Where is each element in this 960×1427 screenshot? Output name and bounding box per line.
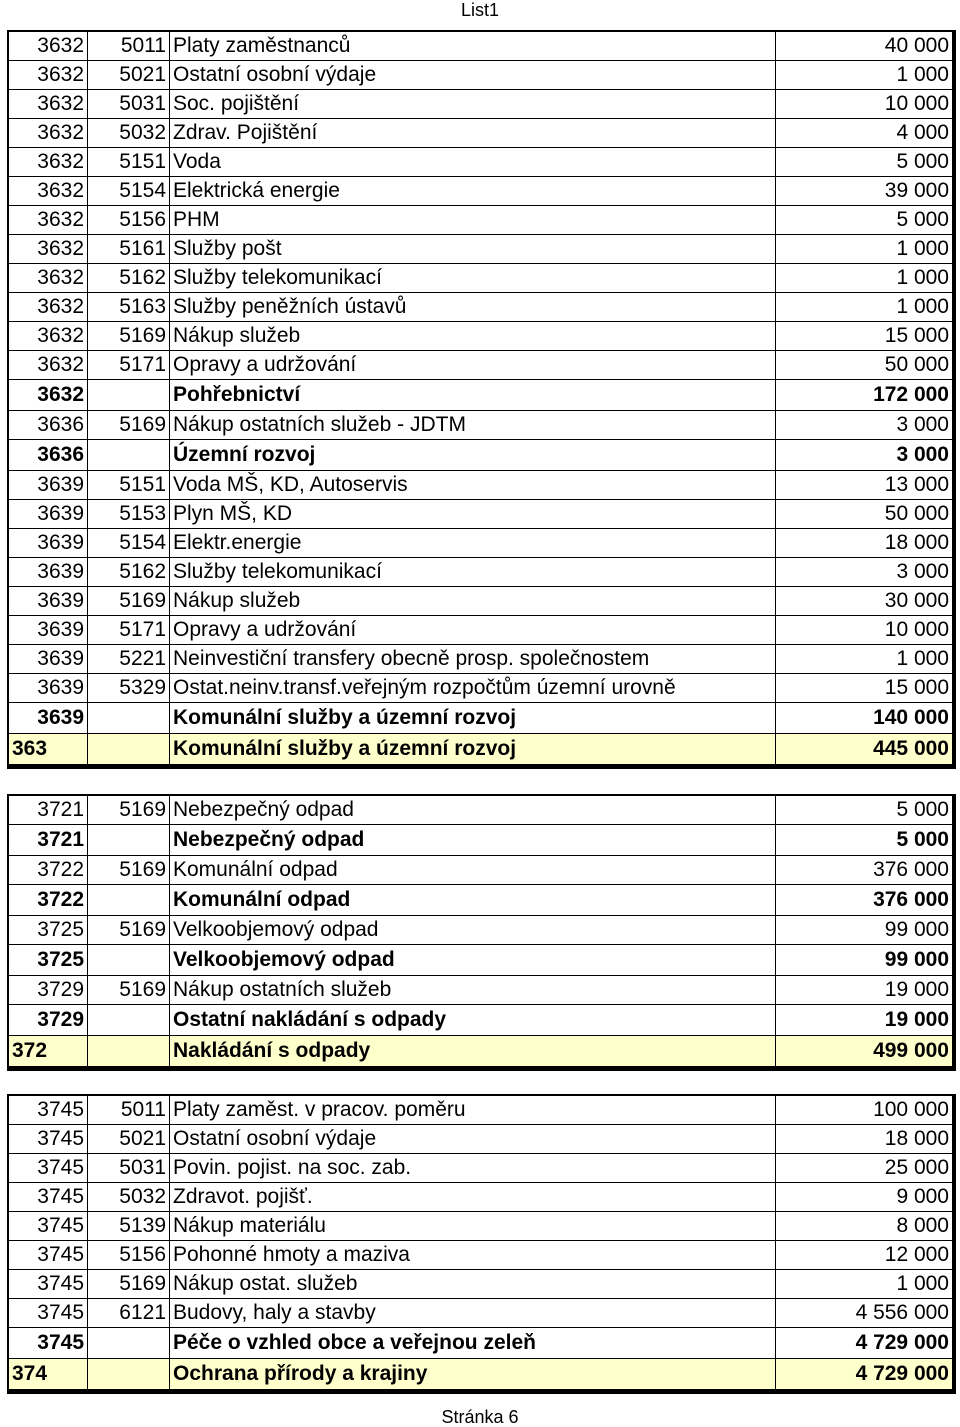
table-row <box>9 796 953 825</box>
amount-cell: 1 000 <box>776 1270 953 1299</box>
item-code-cell: 5171 <box>88 351 170 380</box>
description-cell: Nákup služeb <box>170 322 776 351</box>
table-row <box>9 916 953 945</box>
paragraph-cell: 3632 <box>9 322 88 351</box>
amount-cell: 39 000 <box>776 177 953 206</box>
amount-cell: 5 000 <box>776 206 953 235</box>
paragraph-cell: 3632 <box>9 380 88 411</box>
item-code-cell <box>88 440 170 471</box>
description-cell: Nákup ostat. služeb <box>170 1270 776 1299</box>
budget-table <box>9 796 953 1067</box>
paragraph-cell: 3722 <box>9 885 88 916</box>
paragraph-cell: 3745 <box>9 1154 88 1183</box>
paragraph-cell: 3632 <box>9 351 88 380</box>
amount-cell: 3 000 <box>776 440 953 471</box>
item-code-cell <box>88 734 170 765</box>
group-total-row <box>9 734 953 765</box>
group-total-row <box>9 1036 953 1067</box>
description-cell: Nákup materiálu <box>170 1212 776 1241</box>
amount-cell: 13 000 <box>776 471 953 500</box>
amount-cell: 50 000 <box>776 500 953 529</box>
description-cell: Opravy a udržování <box>170 351 776 380</box>
item-code-cell <box>88 945 170 976</box>
item-code-cell: 5021 <box>88 61 170 90</box>
subtotal-row <box>9 380 953 411</box>
item-code-cell: 5032 <box>88 119 170 148</box>
amount-cell: 18 000 <box>776 529 953 558</box>
paragraph-cell: 374 <box>9 1359 88 1390</box>
amount-cell: 99 000 <box>776 916 953 945</box>
table-row <box>9 587 953 616</box>
amount-cell: 19 000 <box>776 976 953 1005</box>
paragraph-cell: 3745 <box>9 1241 88 1270</box>
table-row <box>9 264 953 293</box>
item-code-cell: 5162 <box>88 264 170 293</box>
table-row <box>9 1154 953 1183</box>
item-code-cell: 5031 <box>88 90 170 119</box>
description-cell: Soc. pojištění <box>170 90 776 119</box>
table-row <box>9 235 953 264</box>
item-code-cell: 5329 <box>88 674 170 703</box>
amount-cell: 30 000 <box>776 587 953 616</box>
description-cell: Služby telekomunikací <box>170 558 776 587</box>
amount-cell: 3 000 <box>776 411 953 440</box>
amount-cell: 8 000 <box>776 1212 953 1241</box>
table-row <box>9 411 953 440</box>
table-row <box>9 616 953 645</box>
paragraph-cell: 3729 <box>9 976 88 1005</box>
subtotal-row <box>9 1328 953 1359</box>
item-code-cell <box>88 1005 170 1036</box>
description-cell: Komunální služby a územní rozvoj <box>170 703 776 734</box>
item-code-cell: 5156 <box>88 1241 170 1270</box>
paragraph-cell: 3639 <box>9 471 88 500</box>
paragraph-cell: 3639 <box>9 558 88 587</box>
description-cell: Zdrav. Pojištění <box>170 119 776 148</box>
paragraph-cell: 3745 <box>9 1299 88 1328</box>
budget-block-363 <box>7 30 956 769</box>
item-code-cell: 5163 <box>88 293 170 322</box>
amount-cell: 1 000 <box>776 645 953 674</box>
amount-cell: 172 000 <box>776 380 953 411</box>
paragraph-cell: 3745 <box>9 1328 88 1359</box>
description-cell: Plyn MŠ, KD <box>170 500 776 529</box>
description-cell: Služby peněžních ústavů <box>170 293 776 322</box>
description-cell: Nakládání s odpady <box>170 1036 776 1067</box>
item-code-cell: 5153 <box>88 500 170 529</box>
description-cell: Povin. pojist. na soc. zab. <box>170 1154 776 1183</box>
item-code-cell: 5151 <box>88 148 170 177</box>
amount-cell: 5 000 <box>776 825 953 856</box>
item-code-cell <box>88 1359 170 1390</box>
item-code-cell: 5154 <box>88 177 170 206</box>
paragraph-cell: 3632 <box>9 235 88 264</box>
description-cell: Elektrická energie <box>170 177 776 206</box>
paragraph-cell: 3632 <box>9 293 88 322</box>
paragraph-cell: 363 <box>9 734 88 765</box>
description-cell: Zdravot. pojišť. <box>170 1183 776 1212</box>
description-cell: Voda <box>170 148 776 177</box>
table-row <box>9 674 953 703</box>
item-code-cell: 5031 <box>88 1154 170 1183</box>
item-code-cell: 5169 <box>88 322 170 351</box>
table-row <box>9 206 953 235</box>
table-row <box>9 1241 953 1270</box>
table-row <box>9 1270 953 1299</box>
table-row <box>9 471 953 500</box>
paragraph-cell: 3632 <box>9 206 88 235</box>
item-code-cell: 5011 <box>88 32 170 61</box>
item-code-cell: 5154 <box>88 529 170 558</box>
description-cell: Komunální služby a územní rozvoj <box>170 734 776 765</box>
table-row <box>9 1212 953 1241</box>
paragraph-cell: 3639 <box>9 616 88 645</box>
amount-cell: 376 000 <box>776 856 953 885</box>
item-code-cell: 5169 <box>88 916 170 945</box>
item-code-cell: 5156 <box>88 206 170 235</box>
description-cell: Ostatní nakládání s odpady <box>170 1005 776 1036</box>
description-cell: Nákup služeb <box>170 587 776 616</box>
paragraph-cell: 3745 <box>9 1096 88 1125</box>
table-row <box>9 1299 953 1328</box>
paragraph-cell: 3721 <box>9 796 88 825</box>
budget-block-374 <box>7 1094 956 1394</box>
amount-cell: 5 000 <box>776 796 953 825</box>
item-code-cell: 5139 <box>88 1212 170 1241</box>
amount-cell: 15 000 <box>776 322 953 351</box>
amount-cell: 499 000 <box>776 1036 953 1067</box>
item-code-cell <box>88 703 170 734</box>
amount-cell: 19 000 <box>776 1005 953 1036</box>
description-cell: Velkoobjemový odpad <box>170 916 776 945</box>
subtotal-row <box>9 440 953 471</box>
table-row <box>9 645 953 674</box>
amount-cell: 1 000 <box>776 235 953 264</box>
table-row <box>9 61 953 90</box>
item-code-cell: 5011 <box>88 1096 170 1125</box>
item-code-cell: 5169 <box>88 976 170 1005</box>
table-row <box>9 148 953 177</box>
item-code-cell: 6121 <box>88 1299 170 1328</box>
paragraph-cell: 3721 <box>9 825 88 856</box>
item-code-cell: 5169 <box>88 411 170 440</box>
paragraph-cell: 3632 <box>9 177 88 206</box>
table-row <box>9 1096 953 1125</box>
amount-cell: 1 000 <box>776 61 953 90</box>
paragraph-cell: 3632 <box>9 32 88 61</box>
amount-cell: 376 000 <box>776 885 953 916</box>
table-row <box>9 1125 953 1154</box>
item-code-cell: 5169 <box>88 1270 170 1299</box>
budget-table <box>9 1096 953 1390</box>
paragraph-cell: 3639 <box>9 500 88 529</box>
paragraph-cell: 3725 <box>9 916 88 945</box>
budget-block-372 <box>7 794 956 1071</box>
description-cell: PHM <box>170 206 776 235</box>
table-row <box>9 32 953 61</box>
item-code-cell: 5162 <box>88 558 170 587</box>
description-cell: Služby pošt <box>170 235 776 264</box>
paragraph-cell: 3639 <box>9 587 88 616</box>
table-row <box>9 351 953 380</box>
amount-cell: 140 000 <box>776 703 953 734</box>
item-code-cell: 5169 <box>88 856 170 885</box>
description-cell: Komunální odpad <box>170 885 776 916</box>
description-cell: Nákup ostatních služeb - JDTM <box>170 411 776 440</box>
item-code-cell: 5169 <box>88 587 170 616</box>
paragraph-cell: 372 <box>9 1036 88 1067</box>
amount-cell: 99 000 <box>776 945 953 976</box>
subtotal-row <box>9 1005 953 1036</box>
table-row <box>9 558 953 587</box>
amount-cell: 40 000 <box>776 32 953 61</box>
amount-cell: 50 000 <box>776 351 953 380</box>
description-cell: Budovy, haly a stavby <box>170 1299 776 1328</box>
amount-cell: 5 000 <box>776 148 953 177</box>
amount-cell: 12 000 <box>776 1241 953 1270</box>
item-code-cell <box>88 380 170 411</box>
item-code-cell <box>88 825 170 856</box>
table-row <box>9 322 953 351</box>
description-cell: Elektr.energie <box>170 529 776 558</box>
description-cell: Komunální odpad <box>170 856 776 885</box>
description-cell: Platy zaměst. v pracov. poměru <box>170 1096 776 1125</box>
subtotal-row <box>9 703 953 734</box>
item-code-cell: 5221 <box>88 645 170 674</box>
amount-cell: 3 000 <box>776 558 953 587</box>
description-cell: Ostatní osobní výdaje <box>170 1125 776 1154</box>
table-row <box>9 976 953 1005</box>
paragraph-cell: 3632 <box>9 61 88 90</box>
description-cell: Voda MŠ, KD, Autoservis <box>170 471 776 500</box>
amount-cell: 4 729 000 <box>776 1328 953 1359</box>
description-cell: Územní rozvoj <box>170 440 776 471</box>
description-cell: Ochrana přírody a krajiny <box>170 1359 776 1390</box>
description-cell: Nebezpečný odpad <box>170 825 776 856</box>
item-code-cell <box>88 1328 170 1359</box>
item-code-cell: 5171 <box>88 616 170 645</box>
item-code-cell: 5161 <box>88 235 170 264</box>
item-code-cell: 5032 <box>88 1183 170 1212</box>
paragraph-cell: 3725 <box>9 945 88 976</box>
paragraph-cell: 3632 <box>9 90 88 119</box>
paragraph-cell: 3745 <box>9 1183 88 1212</box>
item-code-cell <box>88 885 170 916</box>
subtotal-row <box>9 825 953 856</box>
description-cell: Ostat.neinv.transf.veřejným rozpočtům územní urovně <box>170 674 776 703</box>
description-cell: Opravy a udržování <box>170 616 776 645</box>
amount-cell: 1 000 <box>776 293 953 322</box>
table-row <box>9 90 953 119</box>
description-cell: Pohonné hmoty a maziva <box>170 1241 776 1270</box>
amount-cell: 1 000 <box>776 264 953 293</box>
description-cell: Ostatní osobní výdaje <box>170 61 776 90</box>
table-row <box>9 293 953 322</box>
paragraph-cell: 3639 <box>9 529 88 558</box>
table-row <box>9 177 953 206</box>
paragraph-cell: 3745 <box>9 1125 88 1154</box>
amount-cell: 9 000 <box>776 1183 953 1212</box>
item-code-cell: 5169 <box>88 796 170 825</box>
amount-cell: 445 000 <box>776 734 953 765</box>
description-cell: Péče o vzhled obce a veřejnou zeleň <box>170 1328 776 1359</box>
paragraph-cell: 3722 <box>9 856 88 885</box>
table-row <box>9 119 953 148</box>
paragraph-cell: 3745 <box>9 1212 88 1241</box>
amount-cell: 4 729 000 <box>776 1359 953 1390</box>
amount-cell: 4 556 000 <box>776 1299 953 1328</box>
description-cell: Pohřebnictví <box>170 380 776 411</box>
description-cell: Nákup ostatních služeb <box>170 976 776 1005</box>
paragraph-cell: 3636 <box>9 411 88 440</box>
amount-cell: 10 000 <box>776 90 953 119</box>
table-row <box>9 856 953 885</box>
table-row <box>9 1183 953 1212</box>
table-row <box>9 500 953 529</box>
paragraph-cell: 3639 <box>9 645 88 674</box>
item-code-cell: 5021 <box>88 1125 170 1154</box>
sheet-title: List1 <box>460 0 500 20</box>
description-cell: Neinvestiční transfery obecně prosp. společnostem <box>170 645 776 674</box>
budget-table <box>9 32 953 765</box>
paragraph-cell: 3639 <box>9 703 88 734</box>
amount-cell: 100 000 <box>776 1096 953 1125</box>
paragraph-cell: 3632 <box>9 119 88 148</box>
paragraph-cell: 3632 <box>9 264 88 293</box>
page-footer: Stránka 6 <box>441 1407 519 1427</box>
amount-cell: 10 000 <box>776 616 953 645</box>
amount-cell: 25 000 <box>776 1154 953 1183</box>
group-total-row <box>9 1359 953 1390</box>
description-cell: Platy zaměstnanců <box>170 32 776 61</box>
description-cell: Služby telekomunikací <box>170 264 776 293</box>
amount-cell: 4 000 <box>776 119 953 148</box>
item-code-cell: 5151 <box>88 471 170 500</box>
description-cell: Nebezpečný odpad <box>170 796 776 825</box>
subtotal-row <box>9 945 953 976</box>
paragraph-cell: 3639 <box>9 674 88 703</box>
paragraph-cell: 3632 <box>9 148 88 177</box>
item-code-cell <box>88 1036 170 1067</box>
amount-cell: 18 000 <box>776 1125 953 1154</box>
paragraph-cell: 3636 <box>9 440 88 471</box>
subtotal-row <box>9 885 953 916</box>
description-cell: Velkoobjemový odpad <box>170 945 776 976</box>
amount-cell: 15 000 <box>776 674 953 703</box>
table-row <box>9 529 953 558</box>
paragraph-cell: 3729 <box>9 1005 88 1036</box>
paragraph-cell: 3745 <box>9 1270 88 1299</box>
